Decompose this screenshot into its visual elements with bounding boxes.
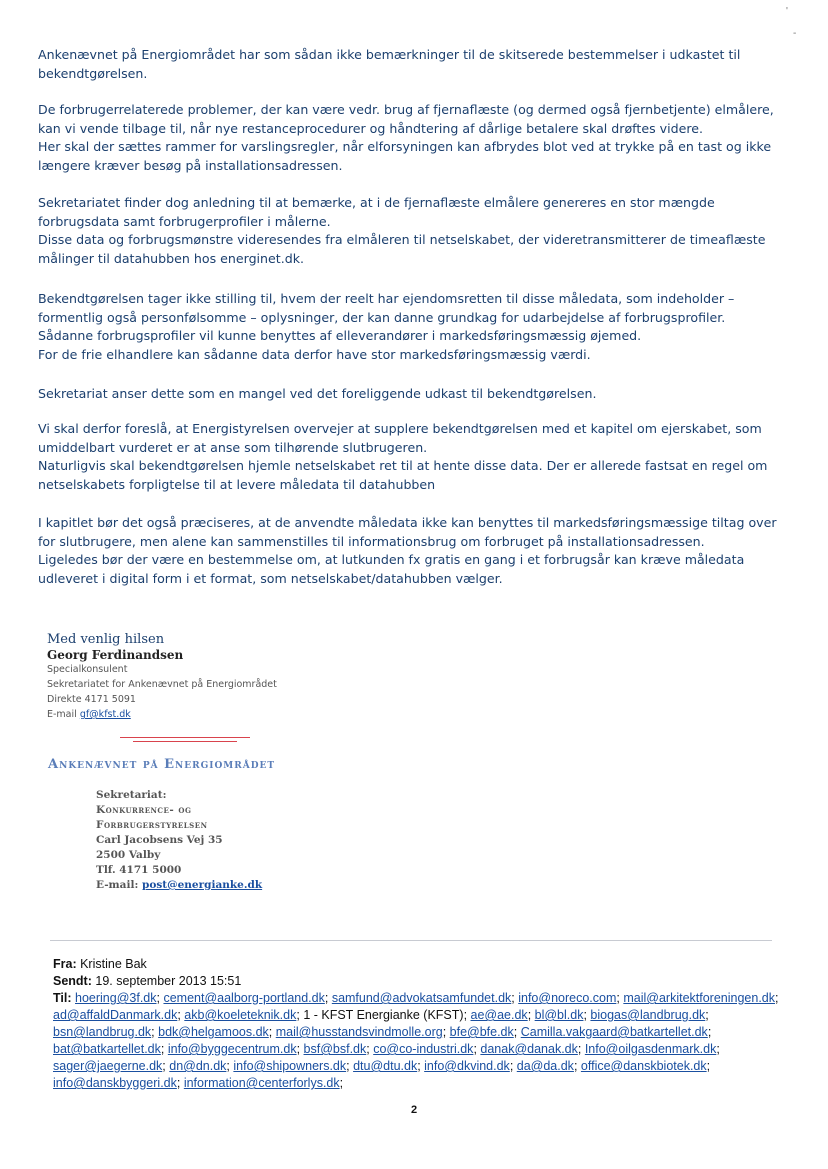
corner-mark: ' — [786, 6, 788, 17]
signature-name: Georg Ferdinandsen — [47, 648, 184, 662]
recipient-email-link[interactable]: mail@arkitektforeningen.dk — [623, 991, 775, 1005]
recipient-email-link[interactable]: samfund@advokatsamfundet.dk — [331, 991, 512, 1005]
recipient-email-link[interactable]: biogas@landbrug.dk — [590, 1008, 706, 1022]
paragraph: Sekretariat anser dette som en mangel ved det foreliggende udkast til bekendtgørelsen. — [38, 386, 597, 401]
recipient-email-link[interactable]: cement@aalborg-portland.dk — [163, 991, 325, 1005]
corner-mark: - — [793, 28, 797, 39]
recipient-email-link[interactable]: akb@koeleteknik.dk — [184, 1008, 297, 1022]
paragraph: Bekendtgørelsen tager ikke stilling til, hvem der reelt har ejendomsretten til disse måledata, som indeholder – formentlig også personfølsomme – oplysninger, der kan danne grundkag for udarbejdelse af forbrugsprofiler. Sådanne forbrugsprofiler vil kunne benyttes af elleverandører i markedsføringsmæssig øjemed. For de frie elhandlere kan sådanne data derfor have stor markedsføringsmæssig værdi. — [38, 291, 735, 362]
address-block: Sekretariat: Konkurrence- og Forbrugerstyrelsen Carl Jacobsens Vej 35 2500 Valby Tlf. 4171 5000 E-mail: post@energianke.dk — [96, 789, 263, 891]
signature-email-line: E-mail gf@kfst.dk — [47, 709, 131, 720]
email-to: Til: hoering@3f.dk; cement@aalborg-portland.dk; samfund@advokatsamfundet.dk; info@noreco.com; mail@arkitektforeningen.dk; ad@affaldDanmark.dk; akb@koeleteknik.dk; 1 - KFST Energianke (KFST); ae@ae.dk; bl@bl.dk; biogas@landbrug.dk; bsn@landbrug.dk; bdk@helgamoos.dk; mail@husstandsvindmolle.org; bfe@bfe.dk; Camilla.vakgaard@batkartellet.dk; bat@batkartellet.dk; info@byggecentrum.dk; bsf@bsf.dk; co@co-industri.dk; danak@danak.dk; Info@oilgasdenmark.dk; sager@jaegerne.dk; dn@dn.dk; info@shipowners.dk; dtu@dtu.dk; info@dkvind.dk; da@da.dk; office@danskbiotek.dk; info@danskbyggeri.dk; information@centerforlys.dk; — [53, 991, 779, 1090]
recipient-email-link[interactable]: Info@oilgasdenmark.dk — [584, 1042, 717, 1056]
recipient-email-link[interactable]: bfe@bfe.dk — [449, 1025, 514, 1039]
decorative-red-lines — [120, 737, 250, 745]
recipient-list: hoering@3f.dk; cement@aalborg-portland.dk; samfund@advokatsamfundet.dk; info@noreco.com; mail@arkitektforeningen.dk; ad@affaldDanmark.dk; akb@koeleteknik.dk; 1 - KFST Energianke (KFST); ae@ae.dk; bl@bl.dk; biogas@landbrug.dk; bsn@landbrug.dk; bdk@helgamoos.dk; mail@husstandsvindmolle.org; bfe@bfe.dk; Camilla.vakgaard@batkartellet.dk; bat@batkartellet.dk; info@byggecentrum.dk; bsf@bsf.dk; co@co-industri.dk; danak@danak.dk; Info@oilgasdenmark.dk; sager@jaegerne.dk; dn@dn.dk; info@shipowners.dk; dtu@dtu.dk; info@dkvind.dk; da@da.dk; office@danskbiotek.dk; info@danskbyggeri.dk; information@centerforlys.dk; — [53, 991, 779, 1090]
signature-block — [47, 632, 277, 722]
signature-title: Specialkonsulent — [47, 664, 128, 675]
recipient-email-link[interactable]: bsf@bsf.dk — [303, 1042, 367, 1056]
recipient-email-link[interactable]: info@shipowners.dk — [233, 1059, 347, 1073]
paragraph: De forbrugerrelaterede problemer, der kan være vedr. brug af fjernaflæste (og dermed også fjernbetjente) elmålere, kan vi vende tilbage til, når nye restanceprocedurer og håndtering af dårlige betalere skal drøftes videre. Her skal der sættes rammer for varslingsregler, når elforsyningen kan afbrydes blot ved at trykke på en tast og ikke længere kræver besøg på installationsadressen. — [38, 102, 774, 173]
recipient-email-link[interactable]: bdk@helgamoos.dk — [158, 1025, 269, 1039]
recipient-email-link[interactable]: info@danskbyggeri.dk — [53, 1076, 177, 1090]
organization-name: Ankenævnet på Energiområdet — [48, 757, 276, 772]
email-sent: Sendt: 19. september 2013 15:51 — [53, 974, 242, 988]
address-email-link[interactable]: post@energianke.dk — [141, 879, 263, 891]
signature-dept: Sekretariatet for Ankenævnet på Energiområdet — [47, 679, 277, 690]
recipient-email-link[interactable]: danak@danak.dk — [480, 1042, 578, 1056]
recipient-email-link[interactable]: ae@ae.dk — [470, 1008, 528, 1022]
recipient-email-link[interactable]: information@centerforlys.dk — [183, 1076, 340, 1090]
recipient-email-link[interactable]: bsn@landbrug.dk — [53, 1025, 152, 1039]
forwarded-email-header — [53, 956, 793, 1092]
recipient-email-link[interactable]: dn@dn.dk — [169, 1059, 227, 1073]
recipient-email-link[interactable]: info@noreco.com — [518, 991, 617, 1005]
signature-direct-phone: Direkte 4171 5091 — [47, 694, 136, 705]
recipient-email-link[interactable]: ad@affaldDanmark.dk — [53, 1008, 178, 1022]
recipient-email-link[interactable]: bat@batkartellet.dk — [53, 1042, 161, 1056]
recipient-email-link[interactable]: da@da.dk — [516, 1059, 574, 1073]
recipient-email-link[interactable]: info@byggecentrum.dk — [167, 1042, 297, 1056]
page-number: 2 — [410, 1104, 418, 1116]
signature-greeting: Med venlig hilsen — [47, 632, 165, 647]
recipient-email-link[interactable]: office@danskbiotek.dk — [580, 1059, 707, 1073]
recipient-email-link[interactable]: co@co-industri.dk — [373, 1042, 474, 1056]
recipient-email-link[interactable]: sager@jaegerne.dk — [53, 1059, 163, 1073]
paragraph: I kapitlet bør det også præciseres, at de anvendte måledata ikke kan benyttes til markedsføringsmæssige tiltag over for slutbrugere, men alene kan sammenstilles til informationsbrug om forbruget på installationsadressen. Ligeledes bør der være en bestemmelse om, at lutkunden fx gratis en gang i et forbrugsår kan kræve måledata udleveret i digital form i et format, som netselskabet/datahubben vælger. — [38, 515, 777, 586]
paragraph: Sekretariatet finder dog anledning til at bemærke, at i de fjernaflæste elmålere genereres en stor mængde forbrugsdata samt forbrugerprofiler i målerne. Disse data og forbrugsmønstre videresendes fra elmåleren til netselskabet, der videretransmitterer de timeaflæste målinger til datahubben hos energinet.dk. — [38, 195, 766, 266]
signature-email-link[interactable]: gf@kfst.dk — [79, 709, 131, 720]
recipient-email-link[interactable]: dtu@dtu.dk — [353, 1059, 418, 1073]
email-from: Fra: Kristine Bak — [53, 957, 147, 971]
recipient-email-link[interactable]: hoering@3f.dk — [75, 991, 157, 1005]
recipient-name: 1 - KFST Energianke (KFST) — [303, 1008, 464, 1022]
recipient-email-link[interactable]: mail@husstandsvindmolle.org — [275, 1025, 443, 1039]
recipient-email-link[interactable]: bl@bl.dk — [534, 1008, 584, 1022]
recipient-email-link[interactable]: info@dkvind.dk — [424, 1059, 510, 1073]
recipient-email-link[interactable]: Camilla.vakgaard@batkartellet.dk — [520, 1025, 708, 1039]
divider — [50, 940, 772, 941]
paragraph: Ankenævnet på Energiområdet har som sådan ikke bemærkninger til de skitserede bestemmelser i udkastet til bekendtgørelsen. — [38, 47, 741, 81]
paragraph: Vi skal derfor foreslå, at Energistyrelsen overvejer at supplere bekendtgørelsen med et kapitel om ejerskabet, som umiddelbart vurderet er at anse som tilhørende slutbrugeren. Naturligvis skal bekendtgørelsen hjemle netselskabet ret til at hente disse data. Der er allerede fastsat en regel om netselskabets forpligtelse til at levere måledata til datahubben — [38, 421, 768, 492]
